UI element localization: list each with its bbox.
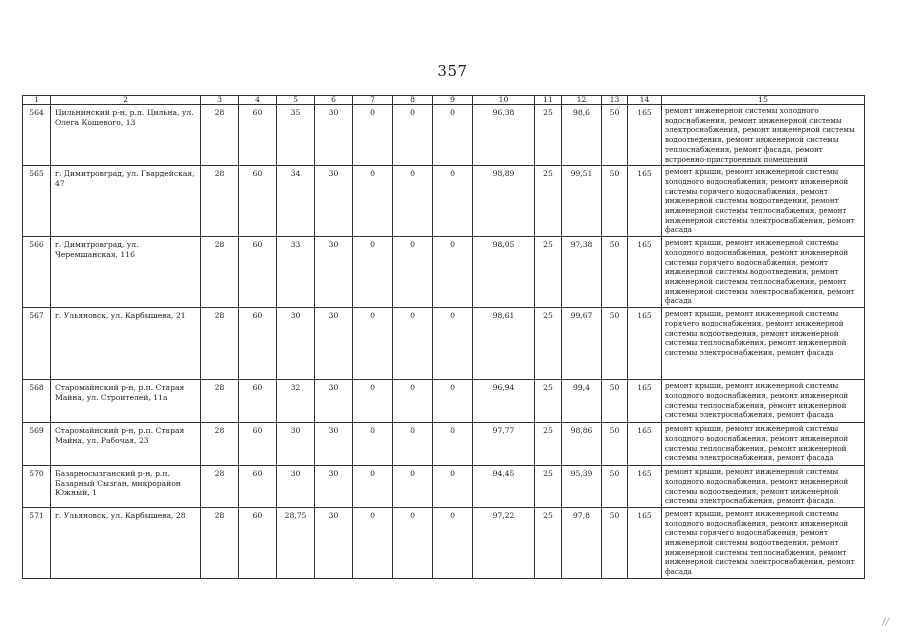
cell-col-5: 30 <box>277 423 315 466</box>
table-row <box>23 105 865 166</box>
cell-col-6: 30 <box>315 166 353 237</box>
cell-col-4: 60 <box>239 105 277 166</box>
cell-col-4: 60 <box>239 237 277 308</box>
cell-col-13: 50 <box>602 423 628 466</box>
cell-col-3: 28 <box>201 166 239 237</box>
cell-col-13: 50 <box>602 237 628 308</box>
column-header-1: 1 <box>23 96 51 105</box>
table-row <box>23 466 865 508</box>
cell-col-13: 50 <box>602 466 628 508</box>
cell-col-12: 99,51 <box>562 166 602 237</box>
cell-col-5: 35 <box>277 105 315 166</box>
address-cell: Старомайнский р-н, р.п. Старая Майна, ул. Рабочая, 23 <box>51 423 201 466</box>
table-row <box>23 423 865 466</box>
cell-col-11: 25 <box>535 423 562 466</box>
cell-col-8: 0 <box>393 237 433 308</box>
cell-col-3: 28 <box>201 507 239 578</box>
column-header-4: 4 <box>239 96 277 105</box>
cell-col-3: 28 <box>201 237 239 308</box>
row-number-cell: 569 <box>23 423 51 466</box>
cell-col-14: 165 <box>628 308 662 380</box>
address-cell: г. Димитровград, ул. Гвардейская, 47 <box>51 166 201 237</box>
row-number-cell: 568 <box>23 380 51 423</box>
scan-mark: ∕∕ <box>882 617 889 628</box>
cell-col-10: 94,45 <box>473 466 535 508</box>
page-number: 357 <box>437 62 468 80</box>
cell-col-8: 0 <box>393 166 433 237</box>
column-header-7: 7 <box>353 96 393 105</box>
column-header-12: 12 <box>562 96 602 105</box>
cell-col-4: 60 <box>239 308 277 380</box>
row-number-cell: 567 <box>23 308 51 380</box>
cell-col-6: 30 <box>315 466 353 508</box>
cell-col-5: 28,75 <box>277 507 315 578</box>
column-header-6: 6 <box>315 96 353 105</box>
cell-col-8: 0 <box>393 423 433 466</box>
address-cell: г. Ульяновск, ул. Карбышева, 28 <box>51 507 201 578</box>
cell-col-13: 50 <box>602 308 628 380</box>
cell-col-12: 97,38 <box>562 237 602 308</box>
address-cell: Цильнинский р-н, р.п. Цильна, ул. Олега Кошевого, 13 <box>51 105 201 166</box>
cell-col-9: 0 <box>433 237 473 308</box>
cell-col-5: 34 <box>277 166 315 237</box>
table-row <box>23 237 865 308</box>
cell-col-9: 0 <box>433 466 473 508</box>
row-number-cell: 571 <box>23 507 51 578</box>
row-number-cell: 565 <box>23 166 51 237</box>
cell-col-6: 30 <box>315 507 353 578</box>
cell-col-3: 28 <box>201 466 239 508</box>
cell-col-10: 97,22 <box>473 507 535 578</box>
cell-col-10: 96,38 <box>473 105 535 166</box>
repair-works-cell: ремонт крыши, ремонт инженерной системы холодного водоснабжения, ремонт инженерной системы теплоснабжения, ремонт инженерной системы электроснабжения, ремонт фасада <box>662 380 865 423</box>
cell-col-3: 28 <box>201 308 239 380</box>
cell-col-9: 0 <box>433 105 473 166</box>
column-header-10: 10 <box>473 96 535 105</box>
cell-col-11: 25 <box>535 166 562 237</box>
cell-col-14: 165 <box>628 380 662 423</box>
cell-col-14: 165 <box>628 105 662 166</box>
table-row <box>23 507 865 578</box>
cell-col-12: 95,39 <box>562 466 602 508</box>
table-row <box>23 380 865 423</box>
cell-col-8: 0 <box>393 466 433 508</box>
cell-col-6: 30 <box>315 423 353 466</box>
cell-col-4: 60 <box>239 466 277 508</box>
cell-col-13: 50 <box>602 380 628 423</box>
cell-col-7: 0 <box>353 466 393 508</box>
cell-col-12: 99,4 <box>562 380 602 423</box>
cell-col-13: 50 <box>602 166 628 237</box>
cell-col-8: 0 <box>393 308 433 380</box>
cell-col-11: 25 <box>535 237 562 308</box>
cell-col-9: 0 <box>433 507 473 578</box>
cell-col-10: 98,05 <box>473 237 535 308</box>
cell-col-5: 33 <box>277 237 315 308</box>
cell-col-10: 96,94 <box>473 380 535 423</box>
cell-col-6: 30 <box>315 380 353 423</box>
cell-col-11: 25 <box>535 380 562 423</box>
address-cell: г. Ульяновск, ул. Карбышева, 21 <box>51 308 201 380</box>
repair-works-cell: ремонт инженерной системы холодного водоснабжения, ремонт инженерной системы электроснабжения, ремонт инженерной системы водоотведения, ремонт инженерной системы теплоснабжения, ремонт фасада, ремонт встроенно-пристроенных помещений <box>662 105 865 166</box>
cell-col-7: 0 <box>353 105 393 166</box>
cell-col-13: 50 <box>602 105 628 166</box>
cell-col-10: 98,89 <box>473 166 535 237</box>
cell-col-5: 30 <box>277 308 315 380</box>
repair-works-cell: ремонт крыши, ремонт инженерной системы горячего водоснабжения, ремонт инженерной системы водоотведения, ремонт инженерной системы теплоснабжения, ремонт инженерной системы электроснабжения, ремонт фасада <box>662 308 865 380</box>
cell-col-9: 0 <box>433 423 473 466</box>
column-header-3: 3 <box>201 96 239 105</box>
cell-col-7: 0 <box>353 507 393 578</box>
cell-col-9: 0 <box>433 166 473 237</box>
cell-col-6: 30 <box>315 105 353 166</box>
address-cell: г. Димитровград, ул. Черемшанская, 116 <box>51 237 201 308</box>
cell-col-7: 0 <box>353 380 393 423</box>
cell-col-13: 50 <box>602 507 628 578</box>
cell-col-7: 0 <box>353 308 393 380</box>
cell-col-3: 28 <box>201 380 239 423</box>
cell-col-9: 0 <box>433 308 473 380</box>
column-header-5: 5 <box>277 96 315 105</box>
cell-col-12: 98,86 <box>562 423 602 466</box>
column-header-11: 11 <box>535 96 562 105</box>
repair-works-cell: ремонт крыши, ремонт инженерной системы холодного водоснабжения, ремонт инженерной системы водоотведения, ремонт инженерной системы электроснабжения, ремонт фасада <box>662 466 865 508</box>
column-header-15: 15 <box>662 96 865 105</box>
cell-col-11: 25 <box>535 466 562 508</box>
cell-col-5: 30 <box>277 466 315 508</box>
column-header-9: 9 <box>433 96 473 105</box>
cell-col-6: 30 <box>315 237 353 308</box>
repair-works-cell: ремонт крыши, ремонт инженерной системы холодного водоснабжения, ремонт инженерной системы теплоснабжения, ремонт инженерной системы электроснабжения, ремонт фасада <box>662 423 865 466</box>
cell-col-14: 165 <box>628 507 662 578</box>
cell-col-7: 0 <box>353 423 393 466</box>
column-header-2: 2 <box>51 96 201 105</box>
row-number-cell: 564 <box>23 105 51 166</box>
cell-col-14: 165 <box>628 423 662 466</box>
cell-col-11: 25 <box>535 105 562 166</box>
capital-repair-table <box>22 95 865 579</box>
cell-col-8: 0 <box>393 105 433 166</box>
cell-col-4: 60 <box>239 423 277 466</box>
cell-col-8: 0 <box>393 507 433 578</box>
cell-col-11: 25 <box>535 308 562 380</box>
cell-col-3: 28 <box>201 423 239 466</box>
column-header-8: 8 <box>393 96 433 105</box>
cell-col-14: 165 <box>628 466 662 508</box>
cell-col-3: 28 <box>201 105 239 166</box>
address-cell: Базарносызганский р-н, р.п. Базарный Сызган, микрорайон Южный, 1 <box>51 466 201 508</box>
column-header-14: 14 <box>628 96 662 105</box>
cell-col-8: 0 <box>393 380 433 423</box>
table-row <box>23 308 865 380</box>
cell-col-14: 165 <box>628 237 662 308</box>
repair-works-cell: ремонт крыши, ремонт инженерной системы холодного водоснабжения, ремонт инженерной системы горячего водоснабжения, ремонт инженерной системы водоотведения, ремонт инженерной системы теплоснабжения, ремонт инженерной системы электроснабжения, ремонт фасада <box>662 166 865 237</box>
address-cell: Старомайнский р-н, р.п. Старая Майна, ул. Строителей, 11а <box>51 380 201 423</box>
cell-col-14: 165 <box>628 166 662 237</box>
cell-col-10: 98,61 <box>473 308 535 380</box>
cell-col-6: 30 <box>315 308 353 380</box>
table-row <box>23 166 865 237</box>
table-header-row <box>23 96 865 105</box>
row-number-cell: 566 <box>23 237 51 308</box>
cell-col-7: 0 <box>353 166 393 237</box>
cell-col-4: 60 <box>239 380 277 423</box>
column-header-13: 13 <box>602 96 628 105</box>
row-number-cell: 570 <box>23 466 51 508</box>
cell-col-11: 25 <box>535 507 562 578</box>
repair-works-cell: ремонт крыши, ремонт инженерной системы холодного водоснабжения, ремонт инженерной системы горячего водоснабжения, ремонт инженерной системы водоотведения, ремонт инженерной системы теплоснабжения, ремонт инженерной системы электроснабжения, ремонт фасада <box>662 237 865 308</box>
cell-col-4: 60 <box>239 166 277 237</box>
cell-col-4: 60 <box>239 507 277 578</box>
cell-col-12: 97,8 <box>562 507 602 578</box>
repair-works-cell: ремонт крыши, ремонт инженерной системы холодного водоснабжения, ремонт инженерной системы горячего водоснабжения, ремонт инженерной системы водоотведения, ремонт инженерной системы теплоснабжения, ремонт инженерной системы электроснабжения, ремонт фасада <box>662 507 865 578</box>
cell-col-5: 32 <box>277 380 315 423</box>
cell-col-7: 0 <box>353 237 393 308</box>
cell-col-12: 99,67 <box>562 308 602 380</box>
cell-col-12: 98,6 <box>562 105 602 166</box>
cell-col-10: 97,77 <box>473 423 535 466</box>
cell-col-9: 0 <box>433 380 473 423</box>
